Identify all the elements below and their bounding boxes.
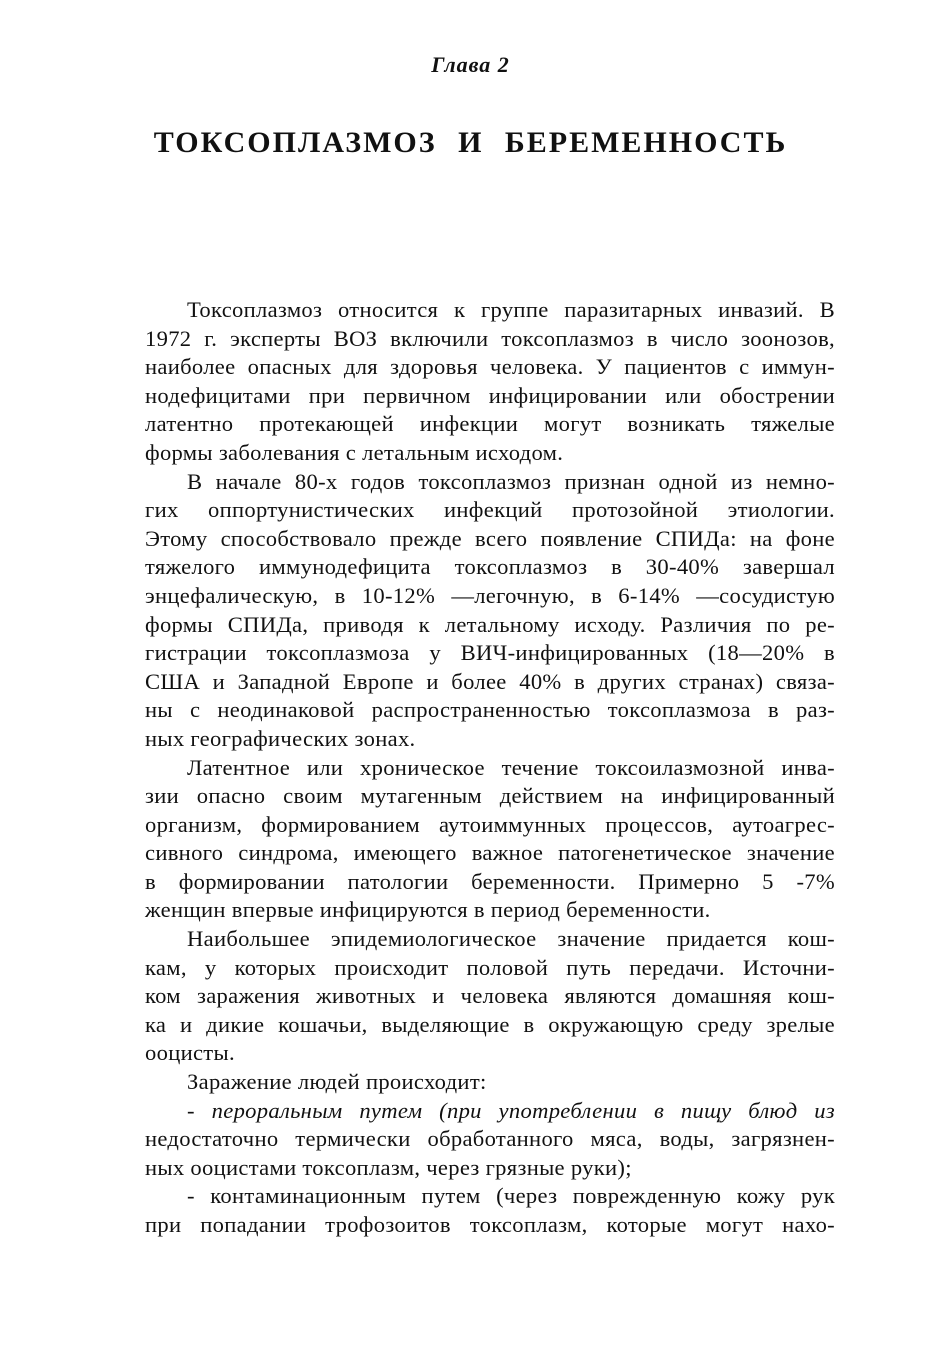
- text-line: ных ооцистами токсоплазм, через грязные руки);: [145, 1154, 632, 1180]
- text-line: энцефалическую, в 10-12% —легочную, в 6-14% —сосудистую: [145, 582, 835, 608]
- body-text: [145, 296, 835, 1240]
- text-line: В начале 80-х годов токсоплазмоз признан одной из немно-: [187, 468, 835, 494]
- text-line: латентно протекающей инфекции могут возникать тяжелые: [145, 411, 835, 437]
- text-line: ных географических зонах.: [145, 725, 416, 751]
- text-line: Этому способствовало прежде всего появление СПИДа: на фоне: [145, 525, 835, 551]
- chapter-label: Глава 2: [431, 52, 510, 77]
- text-line: организм, формированием аутоиммунных процессов, аутоагрес-: [145, 811, 835, 837]
- text-line: Латентное или хроническое течение токсоилазмозной инва-: [187, 754, 835, 780]
- text-line: сивного синдрома, имеющего важное патогенетическое значение: [145, 840, 835, 866]
- text-line: кам, у которых происходит половой путь передачи. Источни-: [145, 954, 835, 980]
- text-line: США и Западной Европе и более 40% в других странах) связа-: [145, 668, 835, 694]
- text-line: в формировании патологии беременности. Примерно 5 -7%: [145, 868, 835, 894]
- text-line: ны с неодинаковой распространенностью токсоплазмоза в раз-: [145, 697, 835, 723]
- text-line: формы СПИДа, приводя к летальному исходу. Различия по ре-: [145, 611, 835, 637]
- text-line: Токсоплазмоз относится к группе паразитарных инвазий. В: [187, 297, 835, 322]
- text-line: при попадании трофозоитов токсоплазм, которые могут нахо-: [145, 1212, 835, 1237]
- text-line: Наибольшее эпидемиологическое значение придается кош-: [187, 926, 835, 952]
- text-line: тяжелого иммунодефицита токсоплазмоз в 30-40% завершал: [145, 554, 835, 580]
- text-line: женщин впервые инфицируются в период беременности.: [145, 897, 711, 923]
- list-dash: -: [187, 1097, 212, 1123]
- italic-text: пероральным путем (при употреблении в пищу блюд из: [211, 1097, 835, 1123]
- text-line: гистрации токсоплазмоза у ВИЧ-инфицированных (18—20% в: [145, 640, 835, 666]
- text-line: недостаточно термически обработанного мяса, воды, загрязнен-: [145, 1126, 835, 1152]
- text-line: наиболее опасных для здоровья человека. У пациентов с иммун-: [145, 354, 835, 380]
- text-line: нодефицитами при первичном инфицировании или обострении: [145, 382, 835, 408]
- text-line: - контаминационным путем (через поврежденную кожу рук: [187, 1183, 835, 1209]
- text-line: гих оппортунистических инфекций протозойной этиологии.: [145, 497, 835, 523]
- text-line: 1972 г. эксперты ВОЗ включили токсоплазмоз в число зоонозов,: [145, 325, 835, 351]
- text-line: ком заражения животных и человека являются домашняя кош-: [145, 983, 835, 1009]
- text-line: зии опасно своим мутагенным действием на инфицированный: [145, 783, 835, 809]
- text-line: ооцисты.: [145, 1040, 235, 1066]
- chapter-title: ТОКСОПЛАЗМОЗ И БЕРЕМЕННОСТЬ: [153, 126, 788, 159]
- text-line: [145, 1097, 835, 1126]
- text-line: Заражение людей происходит:: [187, 1069, 487, 1095]
- text-line: формы заболевания с летальным исходом.: [145, 439, 564, 465]
- text-line: ка и дикие кошачьи, выделяющие в окружающую среду зрелые: [145, 1011, 835, 1037]
